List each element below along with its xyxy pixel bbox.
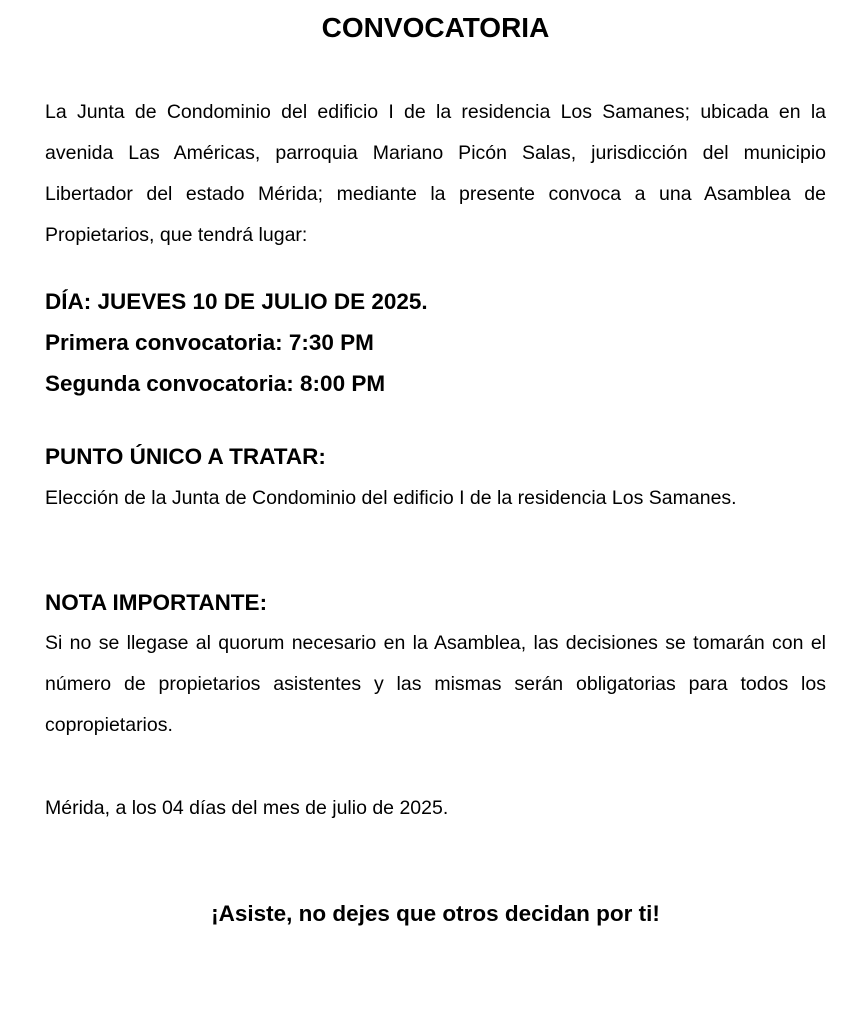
note-text: Si no se llegase al quorum necesario en la Asamblea, las decisiones se tomarán con el número de propietarios asistentes y las mismas serán obligatorias para todos los copropietarios. <box>45 632 826 736</box>
meeting-day: DÍA: JUEVES 10 DE JULIO DE 2025. <box>45 289 428 314</box>
second-call-time: Segunda convocatoria: 8:00 PM <box>45 371 386 396</box>
place-date: Mérida, a los 04 días del mes de julio de 2025. <box>45 797 449 819</box>
first-call-time: Primera convocatoria: 7:30 PM <box>45 330 374 355</box>
closing-call: ¡Asiste, no dejes que otros decidan por ti! <box>211 901 660 926</box>
note-heading: NOTA IMPORTANTE: <box>45 590 268 615</box>
agenda-heading: PUNTO ÚNICO A TRATAR: <box>45 444 326 469</box>
schedule-block <box>45 281 826 404</box>
intro-paragraph: La Junta de Condominio del edificio I de la residencia Los Samanes; ubicada en la avenida Las Américas, parroquia Mariano Picón Salas, jurisdicción del municipio Libertador del estado Mérida; mediante la presente convoca a una Asamblea de Propietarios, que tendrá lugar: <box>45 101 826 246</box>
document-title: CONVOCATORIA <box>321 12 550 43</box>
agenda-text: Elección de la Junta de Condominio del edificio I de la residencia Los Samanes. <box>45 487 737 509</box>
